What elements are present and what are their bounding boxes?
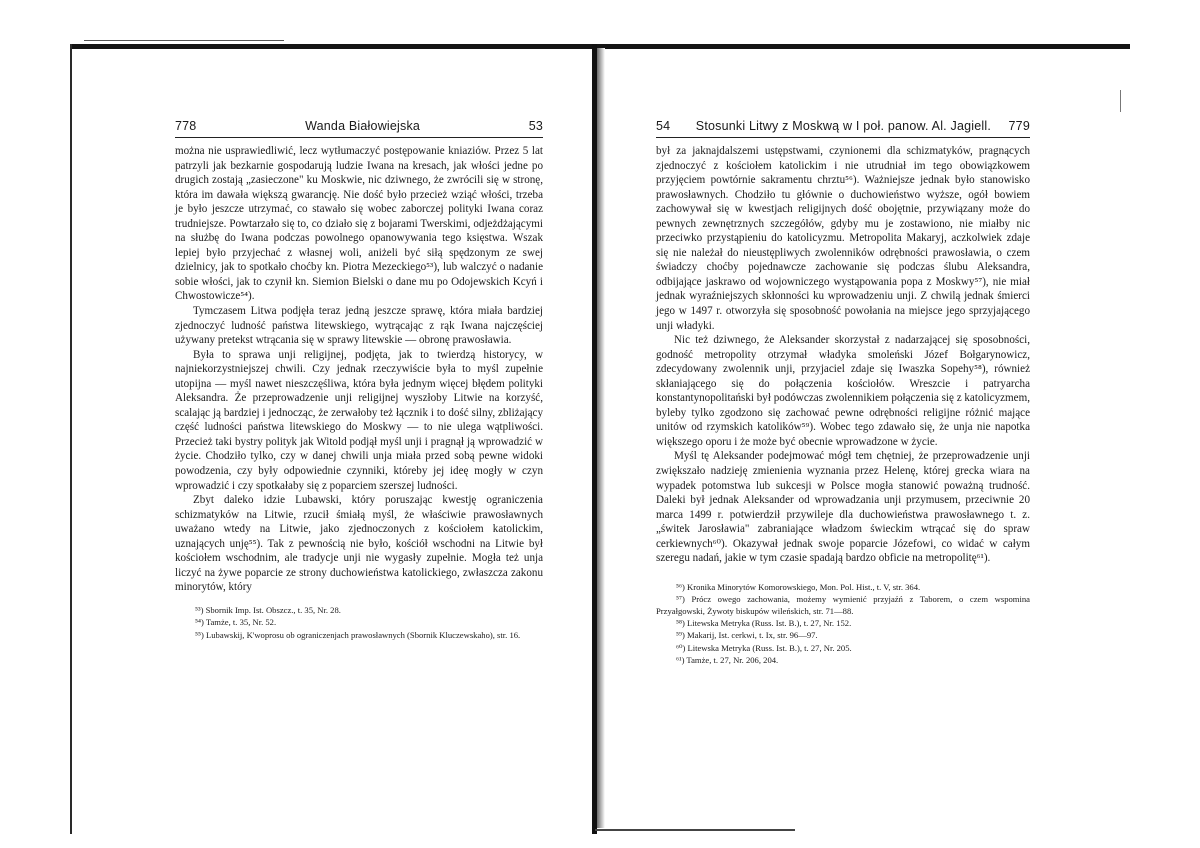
scan-edge-thin xyxy=(84,40,284,41)
right-inner-page-number: 54 xyxy=(656,119,671,133)
scan-mark xyxy=(1120,90,1121,112)
paragraph: był za jaknajdalszemi ustępstwami, czynionemi dla schizmatyków, pragnących zjednoczyć z kościołem katolickim i nie utrudniał im tego obowiązkowem przyjęciem powtórnie sakramentu chrztu⁵⁶). Ważniejsze jednak było stanowisko prawosławnych. Chodziło tu głównie o duchowieństwo wyższe, ogół bowiem zachowywał się w kwestjach religijnych dość obojętnie, przywiązany może do pewnych zewnętrznych szczegółów, gdyby mu je zostawiono, nie miałby nic przeciwko przystąpieniu do katolicyzmu. Metropolita Makaryj, aczkolwiek zdaje się nie należał do nieustępliwych zwolenników odrębności prawosławia, o czem świadczy choćby pojednawcze zachowanie się podczas ślubu Aleksandra, odbijające jaskrawo od wojowniczego wystąpowania popa z Moskwy⁵⁷), nie miał jednak wyraźniejszych skłonności ku wprowadzeniu unji. Z chwilą jednak śmierci jego w 1497 r. otworzyła się sposobność powołania na miejsce jego sprzyjającego unji władyki. xyxy=(656,145,1030,332)
footnote: ⁵³) Sbornik Imp. Ist. Obszcz., t. 35, Nr. 28. xyxy=(195,604,341,615)
paragraph: można nie usprawiedliwić, lecz wytłumaczyć postępowanie kniaziów. Przez 5 lat patrzyli jak bezkarnie gospodarują ludzie Iwana na kresach, jak włości jedne po drugich zostają „zasieczone" ku Moskwie, nic dziwnego, że zwrócili się w stronę, która im dawała większą gwarancję. Nie dość było przecież wziąć włości, trzeba je było jeszcze utrzymać, co stawało się wobec zaborczej polityki Iwana coraz trudniejsze. Powtarzało się to, co działo się z bojarami Twerskimi, odjeżdżającymi na służbę do Iwana podczas powolnego opanowywania tego księstwa. Wszak lepiej było przyjechać z własnej woli, aniżeli być siłą spędzonym ze swej dzielnicy, jak to spotkało choćby kn. Piotra Mezeckiego⁵³), lub walczyć o nadanie sobie włości, jak to czynił kn. Siemion Bielski o dane mu po Odojewskich Kcyń i Chwostowicze⁵⁴). xyxy=(175,145,543,303)
footnote: ⁵⁴) Tamże, t. 35, Nr. 52. xyxy=(195,617,277,628)
footnote: ⁶¹) Tamże, t. 27, Nr. 206, 204. xyxy=(676,655,779,666)
left-page xyxy=(175,118,543,642)
left-inner-page-number: 53 xyxy=(528,119,543,133)
left-body-text xyxy=(175,144,543,595)
left-page-header xyxy=(175,118,543,138)
right-page-header xyxy=(656,118,1030,138)
left-running-title: Wanda Białowiejska xyxy=(305,119,421,133)
gutter-shadow xyxy=(597,48,605,828)
paragraph: Była to sprawa unji religijnej, podjęta, jak to twierdzą historycy, w najniekorzystniejszej chwili. Czy jednak rzeczywiście była to myśl zupełnie utopijna — myśl nawet nieszczęśliwa, która była jednym więcej błędem polityki Aleksandra. Że przeprowadzenie unji religijnej wyszłoby Litwie na korzyść, scalając ją bardziej i jednocząc, że zerwałoby też łącznik i to dość silny, zbliżający część ludności państwa litewskiego do Moskwy — to nie ulega wątpliwości. Przecież taki bystry polityk jak Witold podjął myśl unji i pragnął ją wprowadzić w życie. Chodziło tylko, czy w danej chwili unja miała przed sobą pewne widoki powodzenia, czy były odpowiednie czynniki, któreby jej ideę mogły w czyn wprowadzić i czy spotkałaby się z poparciem szerszej ludności. xyxy=(175,348,543,492)
footnote: ⁵⁵) Lubawskij, K'woprosu ob ograniczenjach prawosławnych (Sbornik Kluczewskaho), str. 16. xyxy=(195,629,521,640)
paragraph: Nic też dziwnego, że Aleksander skorzystał z nadarzającej się sposobności, godność metropolity otrzymał władyka smoleński Józef Bołgarynowicz, zdecydowany zwolennik unji, przyjaciel zdaje się Iwaszka Sopehy⁵⁸), również skłaniającego się do połączenia kościołów. Wreszcie i patryarcha konstantynopolitański był podówczas zwolennikiem połączenia się z katolicyzmem, byleby tylko zgodzono się zachować pewne odrębności religijne różnić mające unitów od rzymskich katolików⁵⁹). Wobec tego zdawało się, że unja nie napotka większego oporu i że może być obecnie wprowadzone w życie. xyxy=(656,334,1031,448)
right-page-number: 779 xyxy=(1008,119,1030,133)
right-body-text xyxy=(656,144,1030,566)
paragraph: Tymczasem Litwa podjęła teraz jedną jeszcze sprawę, która miała bardziej zjednoczyć ludność państwa litewskiego, wytrącając z rąk Iwana najczęściej używany pretekst wtrącania się w sprawy litewskie — obronę prawosławia. xyxy=(175,305,543,347)
left-footnotes xyxy=(175,605,543,641)
right-footnotes xyxy=(656,582,1030,667)
footnote: ⁵⁶) Kronika Minorytów Komorowskiego, Mon. Pol. Hist., t. V, str. 364. xyxy=(676,581,921,592)
scan-left-edge xyxy=(70,44,72,834)
footnote: ⁵⁸) Litewska Metryka (Russ. Ist. B.), t. 27, Nr. 152. xyxy=(676,618,852,629)
right-page xyxy=(656,118,1030,668)
footnote: ⁶⁰) Litewska Metryka (Russ. Ist. B.), t. 27, Nr. 205. xyxy=(676,642,852,653)
footnote: ⁵⁹) Makarij, Ist. cerkwi, t. Ix, str. 96—97. xyxy=(676,630,818,641)
scan-bottom-edge xyxy=(595,829,795,831)
left-page-number: 778 xyxy=(175,119,197,133)
paragraph: Myśl tę Aleksander podejmować mógł tem chętniej, że przeprowadzenie unji zwiększało nadzieję zmienienia wyznania przez Helenę, której grecka wiara na wypadek potomstwa lub sukcesji w Polsce mogła stanowić poważną trudność. Daleki był jednak Aleksander od wprowadzania unji przymusem, przeciwnie 20 marca 1499 r. potwierdził przywileje dla duchowieństwa prawosławnego t. z. „świtek Jarosławia" zabraniające władzom świeckim wtrącać się do spraw cerkiewnych⁶⁰). Okazywał jednak swoje poparcie Józefowi, co widać w całym szeregu nadań, jakie w tym czasie spadają bardzo obficie na metropolitę⁶¹). xyxy=(656,450,1030,565)
paragraph: Zbyt daleko idzie Lubawski, który poruszając kwestję ograniczenia schizmatyków na Litwie, rzucił śmiałą myśl, że właściwie prawosławnych uważano wtedy na Litwie, jako zjednoczonych z kościołem katolickim, uznających unję⁵⁵). Tak z pewnością nie było, kościół wschodni na Litwie był kościołem wschodnim, ale tradycje unji nie wygasły zupełnie. Mogła też unja liczyć na żywe poparcie ze strony duchowieństwa katolickiego, zwłaszcza zakonu minorytów, który xyxy=(175,494,543,594)
footnote: ⁵⁷) Prócz owego zachowania, możemy wymienić przyjaźń z Taborem, o czem wspomina Przyałgowski, Żywoty biskupów wileńskich, str. 71—88. xyxy=(656,594,1030,616)
right-running-title: Stosunki Litwy z Moskwą w I poł. panow. Al. Jagiell. xyxy=(695,119,992,133)
